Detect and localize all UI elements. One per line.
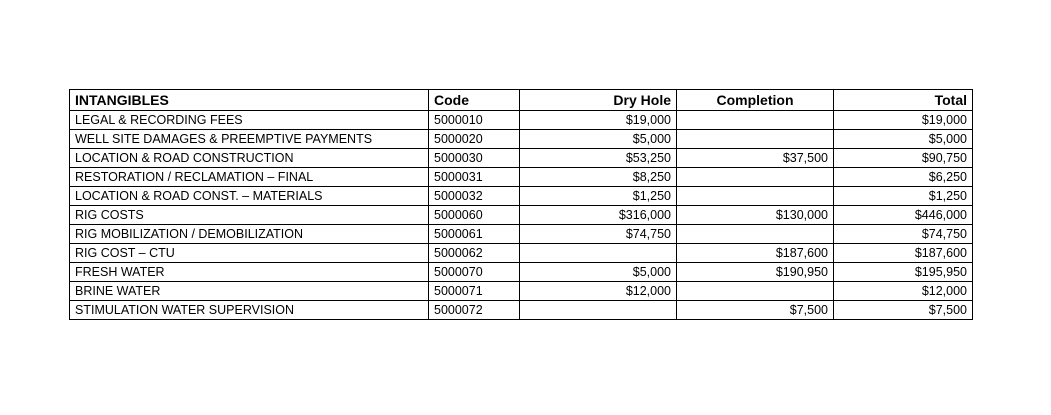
- cell-code: 5000031: [429, 168, 520, 187]
- table-row: [70, 111, 973, 130]
- cell-dry-hole: $316,000: [520, 206, 677, 225]
- cell-completion: $190,950: [677, 263, 834, 282]
- header-code: Code: [429, 90, 520, 111]
- cell-total: $1,250: [834, 187, 973, 206]
- cell-code: 5000030: [429, 149, 520, 168]
- cell-completion: [677, 282, 834, 301]
- table-row: [70, 225, 973, 244]
- table-header: [70, 90, 973, 111]
- table-row: [70, 206, 973, 225]
- cell-completion: [677, 187, 834, 206]
- cell-dry-hole: [520, 244, 677, 263]
- table-body: [70, 111, 973, 320]
- cell-completion: [677, 130, 834, 149]
- cell-item: RIG MOBILIZATION / DEMOBILIZATION: [70, 225, 429, 244]
- table-row: [70, 149, 973, 168]
- cell-dry-hole: $74,750: [520, 225, 677, 244]
- cell-item: RIG COSTS: [70, 206, 429, 225]
- cell-item: RESTORATION / RECLAMATION – FINAL: [70, 168, 429, 187]
- cell-code: 5000060: [429, 206, 520, 225]
- cell-code: 5000020: [429, 130, 520, 149]
- intangibles-cost-table: [69, 89, 973, 320]
- cell-dry-hole: [520, 301, 677, 320]
- cell-code: 5000010: [429, 111, 520, 130]
- table-row: [70, 263, 973, 282]
- cell-code: 5000061: [429, 225, 520, 244]
- header-intangibles: INTANGIBLES: [70, 90, 429, 111]
- cell-completion: $37,500: [677, 149, 834, 168]
- cell-dry-hole: $1,250: [520, 187, 677, 206]
- table-row: [70, 168, 973, 187]
- cell-code: 5000032: [429, 187, 520, 206]
- header-dry-hole: Dry Hole: [520, 90, 677, 111]
- cell-completion: $130,000: [677, 206, 834, 225]
- cell-item: RIG COST – CTU: [70, 244, 429, 263]
- header-row: [70, 90, 973, 111]
- cell-total: $187,600: [834, 244, 973, 263]
- cell-code: 5000070: [429, 263, 520, 282]
- cell-total: $6,250: [834, 168, 973, 187]
- cell-code: 5000071: [429, 282, 520, 301]
- cell-dry-hole: $19,000: [520, 111, 677, 130]
- cell-total: $7,500: [834, 301, 973, 320]
- table-row: [70, 301, 973, 320]
- cell-item: STIMULATION WATER SUPERVISION: [70, 301, 429, 320]
- cell-item: FRESH WATER: [70, 263, 429, 282]
- table-row: [70, 282, 973, 301]
- cell-total: $74,750: [834, 225, 973, 244]
- cell-dry-hole: $12,000: [520, 282, 677, 301]
- cell-dry-hole: $53,250: [520, 149, 677, 168]
- cell-item: LOCATION & ROAD CONST. – MATERIALS: [70, 187, 429, 206]
- table-row: [70, 187, 973, 206]
- cell-item: LOCATION & ROAD CONSTRUCTION: [70, 149, 429, 168]
- cell-code: 5000062: [429, 244, 520, 263]
- cell-item: WELL SITE DAMAGES & PREEMPTIVE PAYMENTS: [70, 130, 429, 149]
- cell-completion: [677, 168, 834, 187]
- header-completion: Completion: [677, 90, 834, 111]
- cell-total: $90,750: [834, 149, 973, 168]
- cell-completion: $187,600: [677, 244, 834, 263]
- cell-total: $12,000: [834, 282, 973, 301]
- header-total: Total: [834, 90, 973, 111]
- cell-total: $195,950: [834, 263, 973, 282]
- cell-item: BRINE WATER: [70, 282, 429, 301]
- cell-dry-hole: $5,000: [520, 130, 677, 149]
- cell-total: $446,000: [834, 206, 973, 225]
- cell-code: 5000072: [429, 301, 520, 320]
- cell-dry-hole: $8,250: [520, 168, 677, 187]
- cell-dry-hole: $5,000: [520, 263, 677, 282]
- cell-completion: $7,500: [677, 301, 834, 320]
- cell-total: $19,000: [834, 111, 973, 130]
- cell-completion: [677, 111, 834, 130]
- table-row: [70, 244, 973, 263]
- cell-total: $5,000: [834, 130, 973, 149]
- cell-completion: [677, 225, 834, 244]
- table-row: [70, 130, 973, 149]
- cell-item: LEGAL & RECORDING FEES: [70, 111, 429, 130]
